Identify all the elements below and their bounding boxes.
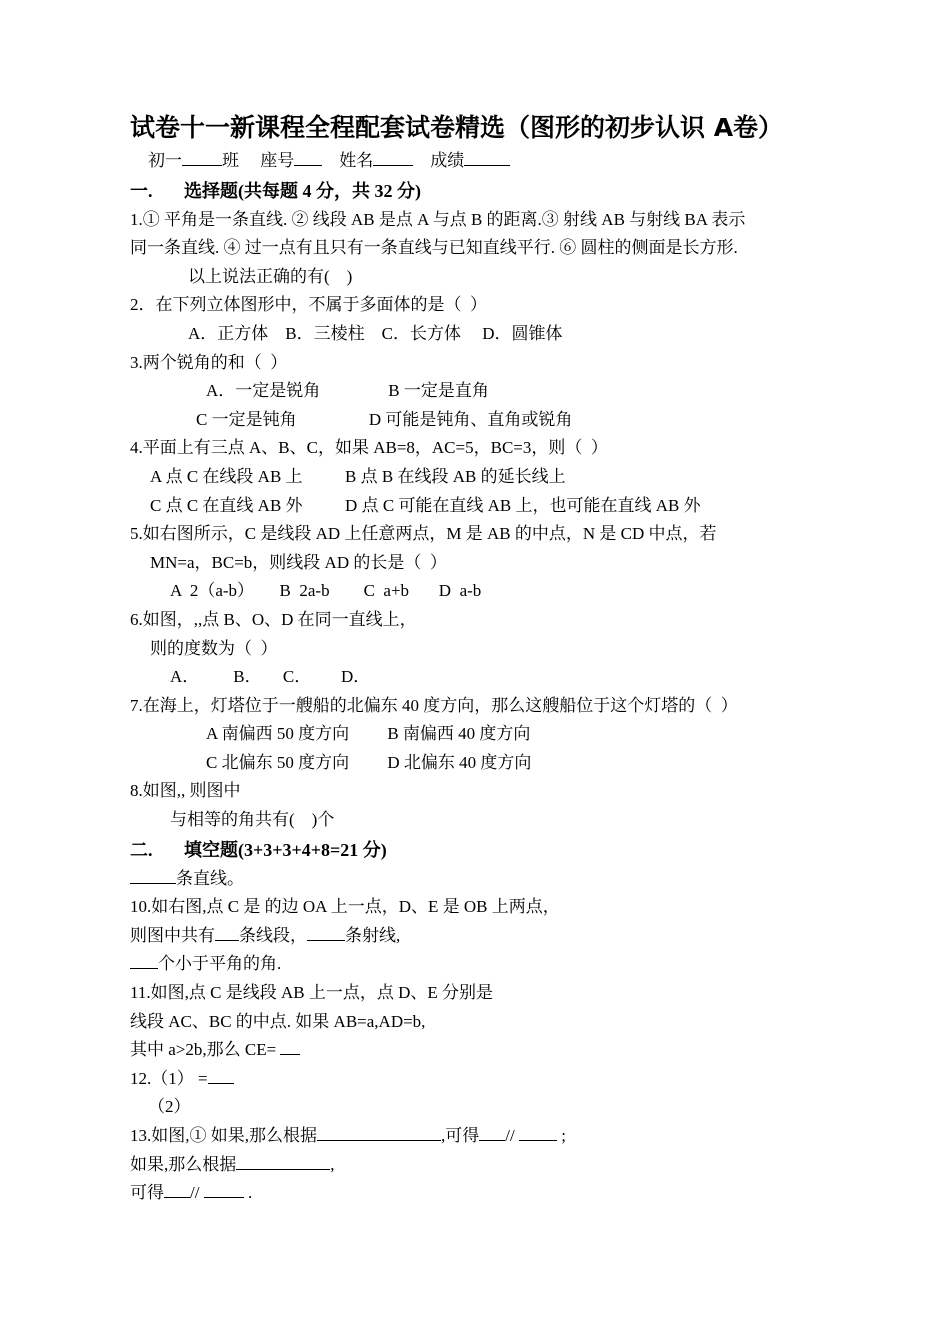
q13-text-5: 如果,那么根据 [130,1154,237,1174]
question-9-line [130,865,830,894]
q11-blank[interactable] [280,1039,300,1055]
section-2-heading: 二. 填空题(3+3+3+4+8=21 分) [130,839,387,860]
page-title: 试卷十一新课程全程配套试卷精选（图形的初步认识 A卷） [130,113,784,142]
q9-blank[interactable] [130,868,176,884]
seat-blank[interactable] [294,150,322,166]
name-blank[interactable] [373,150,413,166]
question-1-line-1: 1.① 平角是一条直线. ② 线段 AB 是点 A 与点 B 的距离.③ 射线 AB 与射线 BA 表示 [130,209,746,229]
q13-text-7: 可得 [130,1183,164,1203]
q13-text-2: ,可得 [441,1126,480,1145]
question-1-line-3: 以上说法正确的有( ) [188,266,353,286]
q13-text-6: , [330,1154,335,1174]
q10-text-3: 条射线, [345,925,401,945]
question-5-line-1: 5.如右图所示，C 是线段 AD 上任意两点，M 是 AB 的中点，N 是 CD 中点，若 [130,524,717,544]
q13-blank-reason-1[interactable] [317,1125,441,1141]
q10-blank-angles[interactable] [130,953,158,969]
question-7-options-row-2: C 北偏东 50 度方向 D 北偏东 40 度方向 [206,752,532,772]
question-10-line-1: 10.如右图,点 C 是 的边 OA 上一点，D、E 是 OB 上两点， [130,897,560,917]
question-2-options: A．正方体 B．三棱柱 C．长方体 D．圆锥体 [188,323,563,343]
q10-text-1: 则图中共有 [130,925,215,945]
class-label: 班 [222,151,239,170]
question-11-line-3 [130,1036,830,1065]
question-3-options-row-2: C 一定是钝角 D 可能是钝角、直角或锐角 [196,409,573,429]
q13-text-1: 13.如图,① 如果,那么根据 [130,1126,317,1145]
q10-text-2: 条线段， [239,925,307,945]
q13-text-4: ; [556,1126,566,1145]
question-6-line-1: 6.如图，,,点 B、O、D 在同一直线上， [130,609,417,629]
question-7-stem: 7.在海上，灯塔位于一艘船的北偏东 40 度方向，那么这艘船位于这个灯塔的（ ） [130,695,738,715]
q13-blank-line-2b[interactable] [204,1182,244,1198]
question-12-line-1 [130,1065,830,1094]
q13-blank-reason-2[interactable] [236,1154,330,1170]
question-1-line-2: 同一条直线. ④ 过一点有且只有一条直线与已知直线平行. ⑥ 圆柱的侧面是长方形. [130,238,738,258]
q13-blank-line-2a[interactable] [164,1182,190,1198]
question-4-stem: 4.平面上有三点 A、B、C，如果 AB=8，AC=5，BC=3，则（ ） [130,438,608,458]
question-7-options-row-1: A 南偏西 50 度方向 B 南偏西 40 度方向 [206,724,531,744]
q10-blank-segments[interactable] [215,925,239,941]
q10-text-4: 个小于平角的角. [158,954,282,974]
q10-blank-rays[interactable] [307,925,345,941]
question-5-line-2: MN=a，BC=b，则线段 AD 的长是（ ） [150,552,447,572]
q13-text-9: . [243,1183,253,1203]
q11-text: 其中 a>2b,那么 CE= [130,1040,281,1060]
question-6-line-2: 则的度数为（ ） [150,638,278,658]
question-5-options: A 2（a-b） B 2a-b C a+b D a-b [170,581,482,601]
section-1-heading: 一. 选择题(共每题 4 分，共 32 分) [130,180,421,201]
exam-page [130,112,830,1208]
question-2-stem: 2．在下列立体图形中，不属于多面体的是（ ） [130,295,487,315]
class-blank[interactable] [182,150,222,166]
question-8-line-2: 与相等的角共有( )个 [170,810,335,830]
q13-text-3: // [505,1126,519,1145]
question-11-line-2: 线段 AC、BC 的中点. 如果 AB=a,AD=b, [130,1011,426,1031]
question-13-line-1 [130,1122,830,1151]
question-13-line-3 [130,1179,830,1208]
q13-text-8: // [190,1183,204,1203]
name-label: 姓名 [339,151,374,170]
question-11-line-1: 11.如图,点 C 是线段 AB 上一点，点 D、E 分别是 [130,983,493,1003]
question-3-stem: 3.两个锐角的和（ ） [130,352,288,372]
question-4-options-row-1: A 点 C 在线段 AB 上 B 点 B 在线段 AB 的延长线上 [150,466,566,486]
question-3-options-row-1: A．一定是锐角 B 一定是直角 [206,381,489,401]
student-info-line [130,147,830,176]
seat-label: 座号 [260,151,295,170]
score-label: 成绩 [430,151,465,170]
question-6-options: A． B． C． D． [170,667,371,687]
q9-text: 条直线。 [176,868,244,888]
q13-blank-line-1a[interactable] [479,1125,505,1141]
question-13-line-2 [130,1151,830,1180]
question-10-line-3 [130,950,830,979]
question-10-line-2 [130,922,830,951]
q13-blank-line-1b[interactable] [519,1125,557,1141]
question-8-line-1: 8.如图,, 则图中 [130,781,241,801]
question-12-line-2: （2） [148,1097,191,1117]
grade-label: 初一 [148,151,182,170]
q12-text-1: 12.（1） = [130,1068,208,1088]
question-4-options-row-2: C 点 C 在直线 AB 外 D 点 C 可能在直线 AB 上，也可能在直线 AB 外 [150,495,701,515]
score-blank[interactable] [464,150,510,166]
q12-blank[interactable] [208,1068,234,1084]
